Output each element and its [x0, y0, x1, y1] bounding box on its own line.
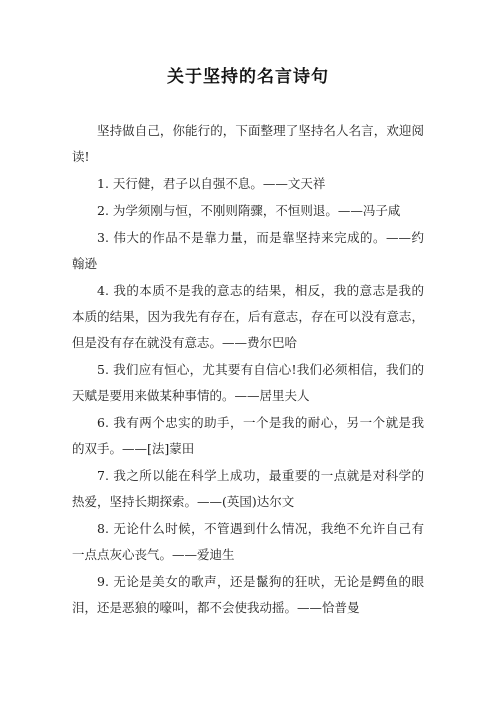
quote-item: 1. 天行健，君子以自强不息。——文天祥: [97, 176, 326, 191]
intro-paragraph: 坚持做自己，你能行的，下面整理了坚持名人名言，欢迎阅读!: [72, 123, 424, 164]
document-body: [72, 118, 424, 622]
quote-item: 5. 我们应有恒心，尤其要有自信心!我们必须相信，我们的天赋是要用来做某种事情的。——居里夫人: [72, 362, 424, 403]
quote-item: 7. 我之所以能在科学上成功，最重要的一点就是对科学的热爱，坚持长期探索。——(英国)达尔文: [72, 468, 424, 509]
quote-item: 6. 我有两个忠实的助手，一个是我的耐心，另一个就是我的双手。——[法]蒙田: [72, 415, 424, 456]
quote-item: 3. 伟大的作品不是靠力量，而是靠坚持来完成的。——约翰逊: [72, 230, 424, 271]
document-title: 关于坚持的名言诗句: [167, 67, 329, 87]
quote-item: 8. 无论什么时候，不管遇到什么情况，我绝不允许自己有一点点灰心丧气。——爱迪生: [72, 521, 424, 562]
quote-item: 9. 无论是美女的歌声，还是鬣狗的狂吠，无论是鳄鱼的眼泪，还是恶狼的嚎叫，都不会使我动摇。——恰普曼: [72, 574, 424, 615]
quote-item: 2. 为学须刚与恒，不刚则隋骤，不恒则退。——冯子咸: [97, 203, 401, 218]
quote-item: 4. 我的本质不是我的意志的结果，相反，我的意志是我的本质的结果，因为我先有存在，后有意志，存在可以没有意志，但是没有存在就没有意志。——费尔巴哈: [72, 283, 424, 350]
